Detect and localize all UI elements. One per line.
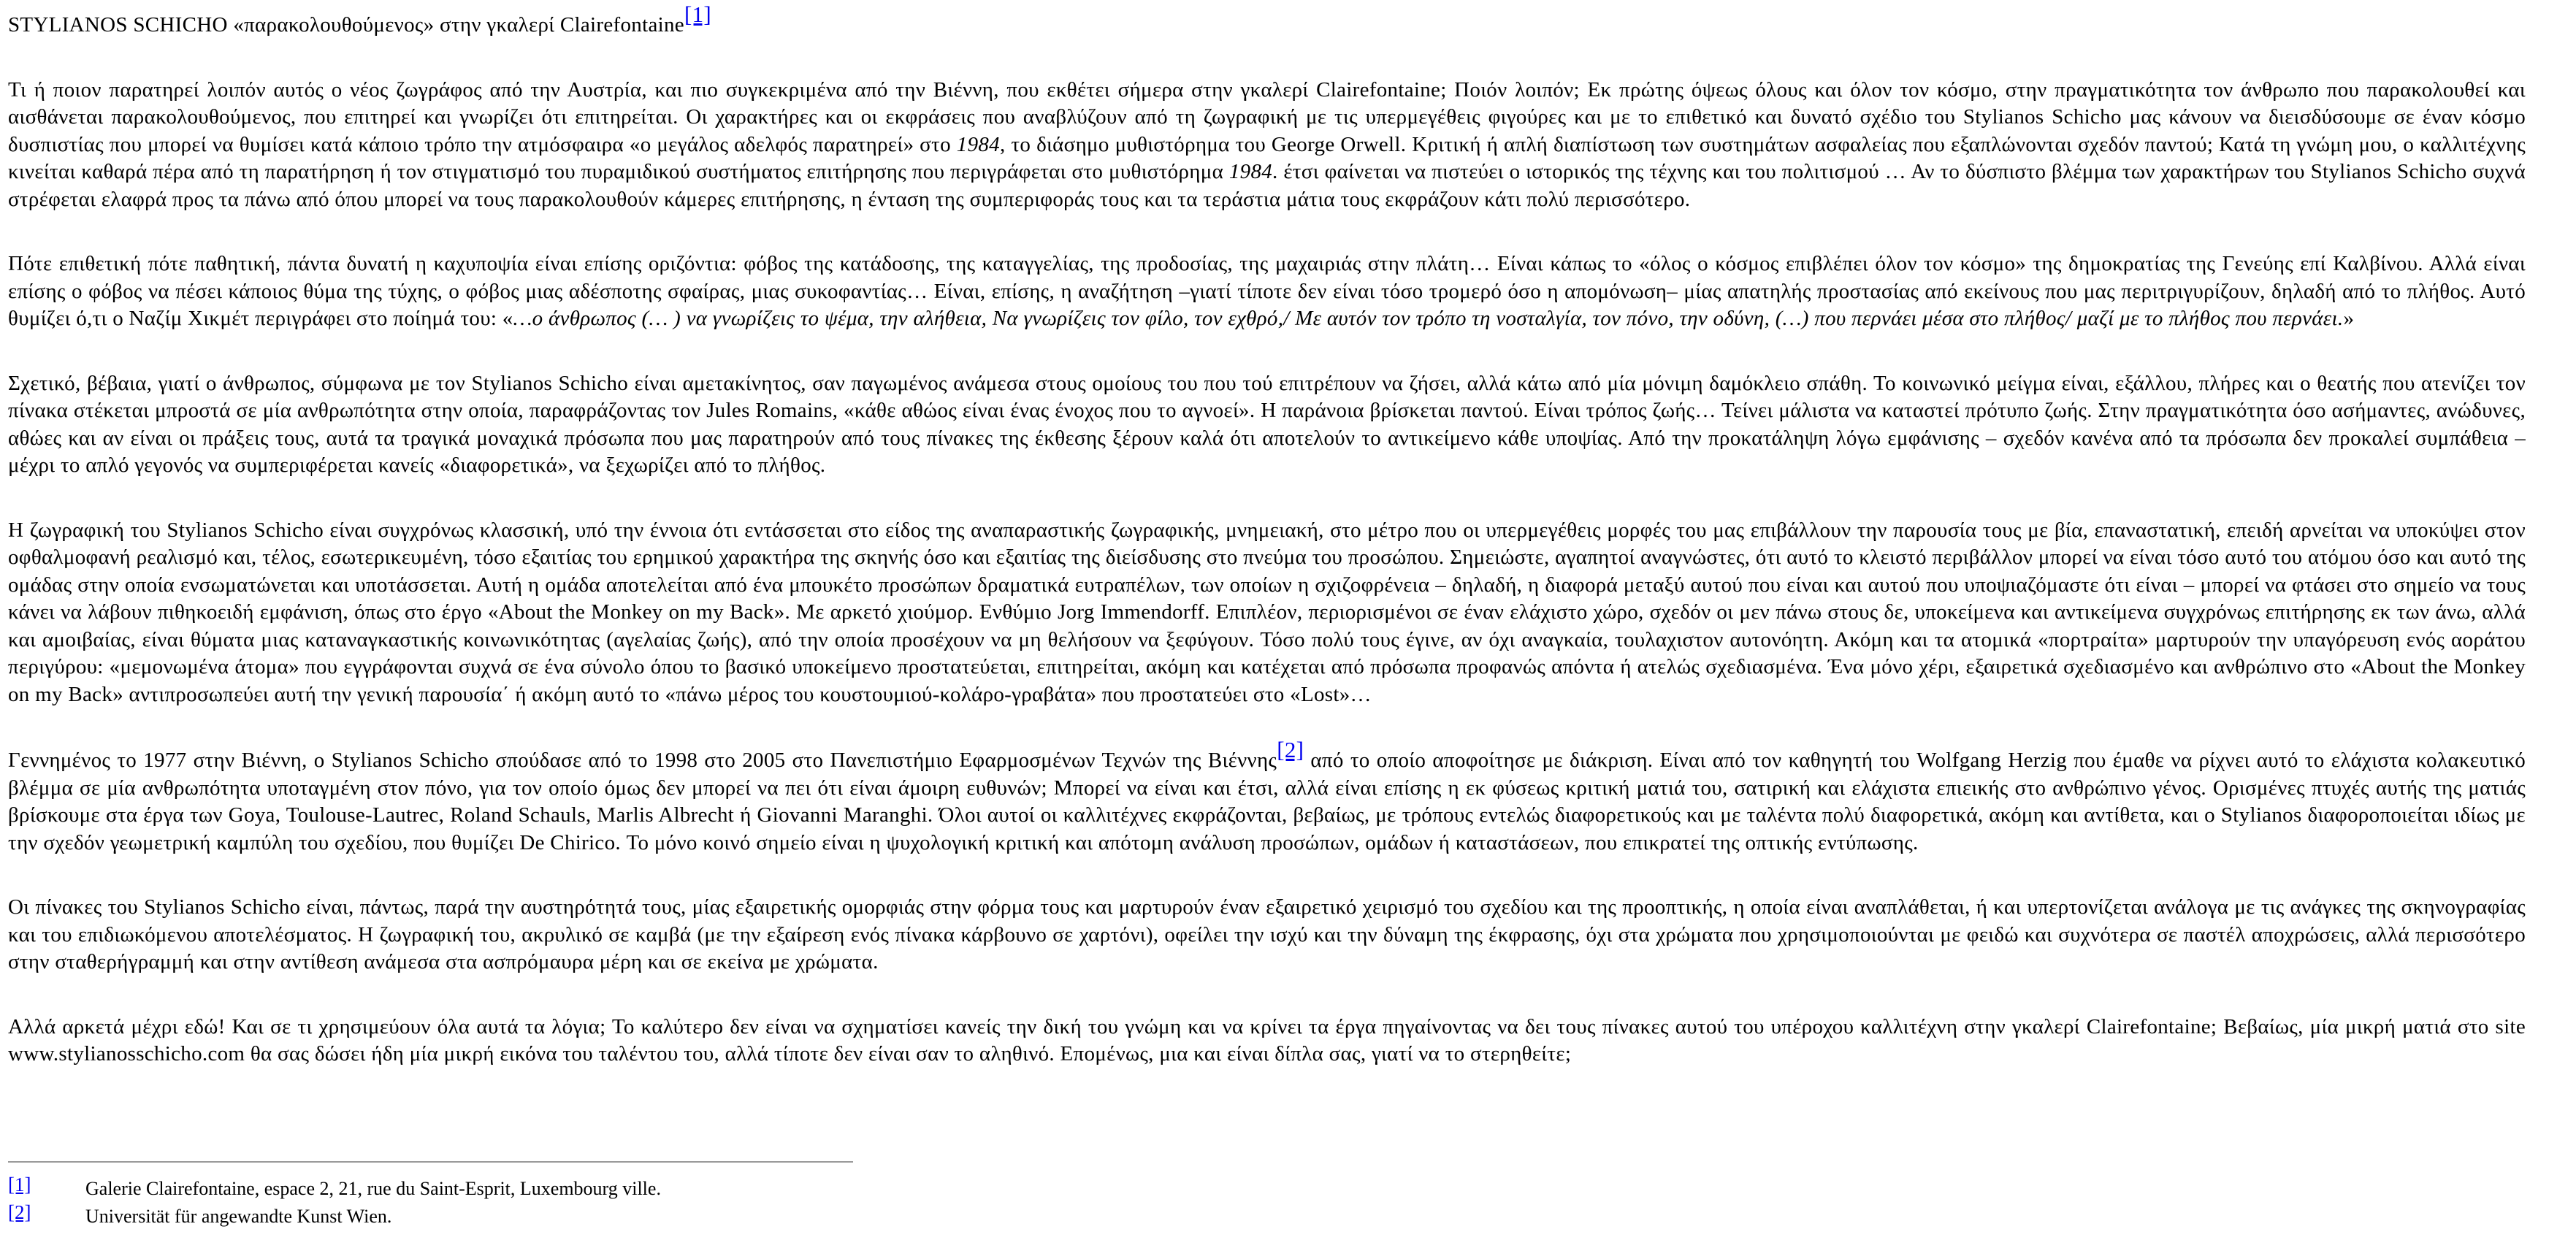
article bbox=[8, 0, 2526, 1068]
p5-text-b: από το οποίο αποφοίτησε με διάκριση. Είναι από τον καθηγητή του Wolfgang Herzig που έμαθε να ρίχνει αυτό το ελάχιστα κολακευτικό βλέμμα σε μία ανθρωπότητα υποταγμένη στον πόνο, για τον οποίο όμως δεν μπορεί να πει ότι είναι άμοιρη ευθυνών; Μπορεί να είναι και έτσι, αλλά είναι επίσης η εκ φύσεως κριτική ματιά του, σατιρική και ελάχιστα επιεικής στο ανθρώπινο γένος. Ορισμένες πτυχές αυτής της ματιάς βρίσκουμε στα έργα των Goya, Toulouse-Lautrec, Roland Schauls, Marlis Albrecht ή Giovanni Maranghi. Όλοι αυτοί οι καλλιτέχνες εκφράζονται, βεβαίως, με τρόπους εντελώς διαφορετικούς και με ταλέντα πολύ διαφορετικά, ακόμη και αντίθετα, και ο Stylianos διαφοροποιείται ιδίως με την σχεδόν γεωμετρική καμπύλη του σχεδίου, που θυμίζει De Chirico. Το μόνο κοινό σημείο είναι η ψυχολογική κριτική και απότομη ανάλυση προσώπων, ομάδων ή καταστάσεων, που επικρατεί της οπτικής εντύπωσης. bbox=[8, 749, 2526, 854]
footnote-link-2[interactable]: [2] bbox=[1277, 737, 1304, 762]
paragraph-1 bbox=[8, 77, 2526, 214]
title-text: STYLIANOS SCHICHO «παρακολουθούμενος» στην γκαλερί Clairefontaine bbox=[8, 13, 684, 37]
p1-text-e: . έτσι φαίνεται να πιστεύει ο ιστορικός της τέχνης και του πολιτισμού … Αν το δύσπιστο βλέμμα των χαρακτήρων του Stylianos Schicho συχνά στρέφεται ελαφρά προς τα πάνω από όπου μπορεί να τους παρακολουθούν κάμερες επιτήρησης, η ένταση της συμπεριφοράς τους και τα τεράστια μάτια τους εκφράζουν κάτι πολύ περισσότερο. bbox=[8, 160, 2526, 211]
p1-book-title: 1984 bbox=[956, 132, 1000, 156]
p5-text-a: Γεννημένος το 1977 στην Βιέννη, ο Stylianos Schicho σπούδασε από το 1998 στο 2005 στο Πανεπιστήμιο Εφαρμοσμένων Τεχνών της Βιέννης bbox=[8, 749, 1277, 772]
article-title bbox=[8, 1, 2526, 39]
footnote-backlink-2[interactable]: [2] bbox=[8, 1201, 31, 1223]
paragraph-2 bbox=[8, 250, 2526, 333]
paragraph-3: Σχετικό, βέβαια, γιατί ο άνθρωπος, σύμφωνα με τον Stylianos Schicho είναι αμετακίνητος, σαν παγωμένος ανάμεσα στους ομοίους του που τού επιτρέπουν να ζήσει, αλλά κάτω από μία μόνιμη δαμόκλειο σπάθη. Το κοινωνικό μείγμα είναι, εξάλλου, πλήρες και ο θεατής που ατενίζει τον πίνακα στέκεται μπροστά σε μία ανθρωπότητα στην οποία, παραφράζοντας τον Jules Romains, «κάθε αθώος είναι ένας ένοχος που το αγνοεί». Η παράνοια βρίσκεται παντού. Είναι τρόπος ζωής… Τείνει μάλιστα να καταστεί πρότυπο ζωής. Στην πραγματικότητα όσο ασήμαντες, ανώδυνες, αθώες και αν είναι οι πράξεις τους, αυτά τα τραγικά μοναχικά πρόσωπα που μας παρατηρούν από τους πίνακες της έκθεσης ξέρουν καλά ότι αποτελούν το αντικείμενο κάθε υποψίας. Από την προκατάληψη λόγω εμφάνισης – σχεδόν κανένα από τα πρόσωπα δεν προκαλεί συμπάθεια – μέχρι το απλό γεγονός να συμπεριφέρεται κανείς «διαφορετικά», να ξεχωρίζει από το πλήθος. bbox=[8, 371, 2526, 477]
p1-text-a: Τι ή ποιον παρατηρεί λοιπόν αυτός ο νέος ζωγράφος από την Αυστρία, και πιο συγκεκριμένα από την Βιέννη, που εκθέτει σήμερα στην γκαλερί Clairefontaine; Ποιόν λοιπόν; Εκ πρώτης όψεως όλους και όλον τον κόσμο, στην πραγματικότητα τον άνθρωπο που παρακολουθεί και αισθάνεται παρακολουθούμενος, που επιτηρεί και γνωρίζει ότι επιτηρείται. Οι χαρακτήρες και οι εκφράσεις που αναβλύζουν από τη ζωγραφική με τις υπερμεγέθεις φιγούρες και με το επιθετικό και δυνατό σχέδιο του Stylianos Schicho μας κάνουν να διεισδύσουμε σε έναν κόσμο δυσπιστίας που μπορεί να θυμίσει κατά κάποιο τρόπο την ατμόσφαιρα «ο μεγάλος αδελφός παρατηρεί» στο bbox=[8, 77, 2526, 156]
paragraph-7: Αλλά αρκετά μέχρι εδώ! Και σε τι χρησιμεύουν όλα αυτά τα λόγια; Το καλύτερο δεν είναι να σχηματίσει κανείς την δική του γνώμη και να κρίνει τα έργα πηγαίνοντας να δει τους πίνακες αυτού του υπέροχου καλλιτέχνη στην γκαλερί Clairefontaine; Βεβαίως, μία μικρή ματιά στο site www.stylianosschicho.com θα σας δώσει ήδη μία μικρή εικόνα του ταλέντου του, αλλά τίποτε δεν είναι σαν το αληθινό. Επομένως, μια και είναι δίπλα σας, γιατί να το στερηθείτε; bbox=[8, 1014, 2526, 1065]
p2-text-a: Πότε επιθετική πότε παθητική, πάντα δυνατή η καχυποψία είναι επίσης οριζόντια: φόβος της κατάδοσης, της καταγγελίας, της προδοσίας, της μαχαιριάς στην πλάτη… Είναι κάπως το «όλος ο κόσμος επιβλέπει όλον τον κόσμο» της δημοκρατίας της Γενεύης επί Καλβίνου. Αλλά είναι επίσης ο φόβος να πέσει κάποιος θύμα της τύχης, ο φόβος μιας αδέσποτης σφαίρας, μιας συκοφαντίας… Είναι, επίσης, η αναζήτηση –γιατί τίποτε δεν είναι τόσο τρομερό όσο η απομόνωση– μίας απατηλής προστασίας από εκείνους που μας περιτριγυρίζουν, δηλαδή από το πλήθος. Αυτό θυμίζει ό,τι ο Ναζίμ Χικμέτ περιγράφει στο ποίημά του: « bbox=[8, 252, 2526, 330]
paragraph-6: Οι πίνακες του Stylianos Schicho είναι, πάντως, παρά την αυστηρότητά τους, μίας εξαιρετικής ομορφιάς στην φόρμα τους και μαρτυρούν έναν εξαιρετικό χειρισμό του σχεδίου και της προοπτικής, η οποία είναι αναπλάθεται, ή και υπερτονίζεται ανάλογα με τις ανάγκες της σκηνογραφίας και του επιδιωκόμενου αποτελέσματος. Η ζωγραφική του, ακρυλικό σε καμβά (με την εξαίρεση ενός πίνακα κάρβουνο σε χαρτόνι), οφείλει την ισχύ και την δύναμη της έκφρασης, όχι στα χρώματα που χρησιμοποιούνται με φειδώ και συχνότερα σε παστέλ αποχρώσεις, αλλά περισσότερο στην σταθερήγραμμή και στην αντίθεση ανάμεσα στα ασπρόμαυρα μέρη και σε εκείνα με χρώματα. bbox=[8, 895, 2526, 973]
p2-text-c: » bbox=[2343, 307, 2355, 330]
footnote-divider bbox=[8, 1161, 853, 1163]
p1-text-c: , το διάσημο μυθιστόρημα του George Orwell. Κριτική ή απλή διαπίστωση των συστημάτων ασφαλείας που εξαπλώνονται σχεδόν παντού; Κατά τη γνώμη μου, ο καλλιτέχνης κινείται καθαρά πέρα από τη παρατήρηση ή τον στιγματισμό του πυραμιδικού συστήματος επιτήρησης που περιγράφεται στο μυθιστόρημα bbox=[8, 132, 2526, 183]
p2-poem-quote: …ο άνθρωπος (… ) να γνωρίζεις το ψέμα, την αλήθεια, Να γνωρίζεις τον φίλο, τον εχθρό,/ Με αυτόν τον τρόπο τη νοσταλγία, τον πόνο, την οδύνη, (…) που περνάει μέσα στο πλήθος/ μαζί με το πλήθος που περνάει. bbox=[513, 307, 2344, 330]
p1-book-title-2: 1984 bbox=[1228, 160, 1273, 183]
footnote-2-text: Universität für angewandte Kunst Wien. bbox=[85, 1206, 392, 1227]
footnote-1-text: Galerie Clairefontaine, espace 2, 21, rue du Saint-Esprit, Luxembourg ville. bbox=[85, 1178, 661, 1199]
paragraph-5 bbox=[8, 737, 2526, 857]
paragraph-4: Η ζωγραφική του Stylianos Schicho είναι συγχρόνως κλασσική, υπό την έννοια ότι εντάσσεται στο είδος της αναπαραστικής ζωγραφικής, μνημειακή, στο μέτρο που οι υπερμεγέθεις μορφές του μας επιβάλλουν την παρουσία τους με βία, επαναστατική, επειδή αρνείται να υποκύψει στον οφθαλμοφανή ρεαλισμό και, τέλος, εσωτερικευμένη, τόσο εξαιτίας του ερημικού χαρακτήρα της σκηνής όσο και εξαιτίας της διείσδυσης στο πνεύμα του προσώπου. Σημειώστε, αγαπητοί αναγνώστες, ότι αυτό το κλειστό περιβάλλον μπορεί να είναι τόσο αυτό του ατόμου όσο και αυτό της ομάδας στην οποία ενσωματώνεται και υποτάσσεται. Αυτή η ομάδα αποτελείται από ένα μπουκέτο προσώπων δραματικά ευτραπέλων, των οποίων η σχιζοφρένεια – δηλαδή, η διαφορά μεταξύ αυτού που είναι και αυτού που υποψιαζόμαστε ότι είναι – μπορεί να φτάσει στο σημείο να τους κάνει να λάβουν πιθηκοειδή εμφάνιση, όπως στο έργο «About the Monkey on my Back». Με αρκετό χιούμορ. Ενθύμιο Jorg Immendorff. Επιπλέον, περιορισμένοι σε έναν ελάχιστο χώρο, σχεδόν οι μεν πάνω στους δε, υποκείμενα και αντικείμενα συγχρόνως επιτήρησης εκ των άνω, αλλά και αμοιβαίας, είναι θύματα μιας καταναγκαστικής κοινωνικότητας (αγελαίας ζωής), από την οποία προσέχουν να μη θελήσουν να ξεφύγουν. Τόσο πολύ τους έγινε, αν όχι αναγκαία, τουλαχιστον αυτονόητη. Ακόμη και τα ατομικά «πορτραίτα» μαρτυρούν την υπαγόρευση ενός αοράτου περιγύρου: «μεμονωμένα άτομα» που εγγράφονται συχνά σε ένα σύνολο όπου το βασικό υποκείμενο προστατεύεται, επιτηρείται, ακόμη και κατέχεται από πρόσωπα προφανώς απόντα ή ατελώς σχεδιασμένα. Ένα μόνο χέρι, εξαιρετικά σχεδιασμένο και ανθρώπινο στο «About the Monkey on my Back» αντιπροσωπεύει αυτή την γενική παρουσία΄ ή ακόμη αυτό το «πάνω μέρος του κουστουμιού-κολάρο-γραβάτα» που προστατεύει στο «Lost»… bbox=[8, 518, 2526, 706]
footnote-link-1[interactable]: [1] bbox=[684, 1, 711, 27]
footnote-backlink-1[interactable]: [1] bbox=[8, 1174, 31, 1195]
